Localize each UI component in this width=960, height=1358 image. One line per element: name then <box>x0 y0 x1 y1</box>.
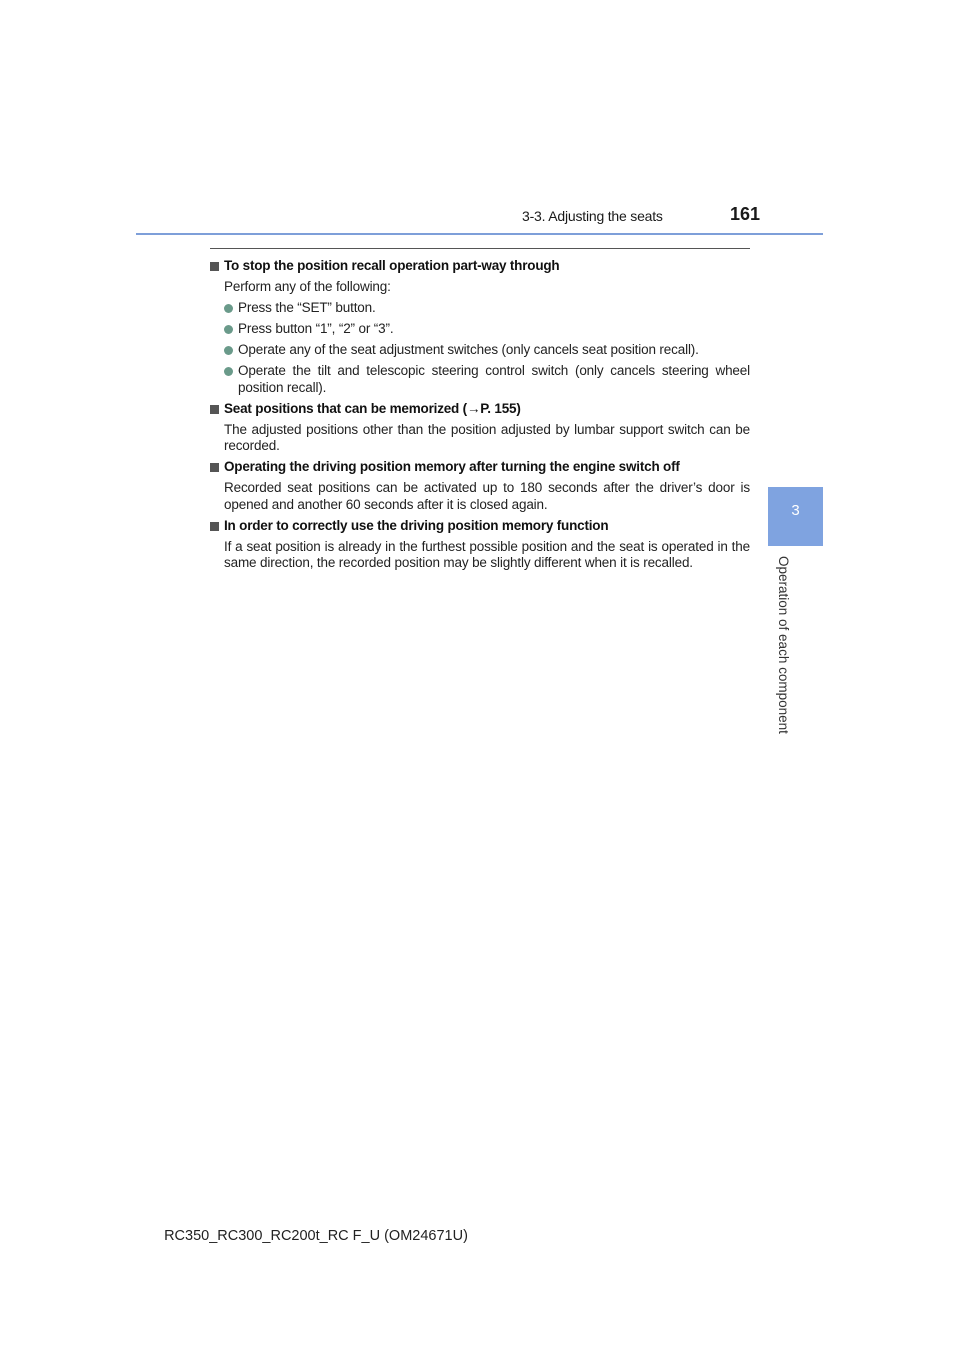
list-item-text: Operate any of the seat adjustment switches (only cancels seat position recall). <box>238 342 699 357</box>
circle-bullet-icon <box>224 367 233 376</box>
running-header-section: 3-3. Adjusting the seats <box>522 208 663 224</box>
circle-bullet-icon <box>224 304 233 313</box>
topic-heading <box>210 518 750 535</box>
content-top-rule <box>210 248 750 249</box>
footer-model-code: RC350_RC300_RC200t_RC F_U (OM24671U) <box>164 1228 468 1244</box>
square-bullet-icon <box>210 463 219 472</box>
circle-bullet-icon <box>224 346 233 355</box>
chapter-tab[interactable] <box>768 487 823 546</box>
page-content <box>210 258 750 572</box>
topic-title-link[interactable]: Seat positions that can be memorized (→P. 155) <box>224 400 521 416</box>
square-bullet-icon <box>210 262 219 271</box>
circle-bullet-icon <box>224 325 233 334</box>
header-rule <box>136 233 823 235</box>
topic-intro: Perform any of the following: <box>224 279 391 294</box>
topic-heading <box>210 459 750 476</box>
topic-body: The adjusted positions other than the position adjusted by lumbar support switch can be recorded. <box>224 421 750 453</box>
list-item-text: Operate the tilt and telescopic steering control switch (only cancels steering wheel position recall). <box>238 363 750 395</box>
chapter-title: Operation of each component <box>776 556 791 734</box>
chapter-number: 3 <box>791 502 800 519</box>
list-item <box>210 321 750 338</box>
topic-body: Recorded seat positions can be activated up to 180 seconds after the driver’s door is opened and another 60 seconds after it is closed again. <box>224 480 750 512</box>
list-item-text: Press the “SET” button. <box>238 300 376 315</box>
topic-heading <box>210 401 750 418</box>
topic-title: Operating the driving position memory after turning the engine switch off <box>224 459 680 474</box>
topic-title: In order to correctly use the driving position memory function <box>224 517 609 533</box>
list-item <box>210 300 750 317</box>
topic-heading <box>210 258 750 275</box>
square-bullet-icon <box>210 405 219 414</box>
topic-title: To stop the position recall operation part-way through <box>224 258 560 273</box>
list-item <box>210 363 750 396</box>
square-bullet-icon <box>210 522 219 531</box>
list-item <box>210 342 750 359</box>
list-item-text: Press button “1”, “2” or “3”. <box>238 321 394 336</box>
topic-body: If a seat position is already in the furthest possible position and the seat is operated in the same direction, the recorded position may be slightly different when it is recalled. <box>224 538 750 570</box>
page-number: 161 <box>730 204 761 224</box>
